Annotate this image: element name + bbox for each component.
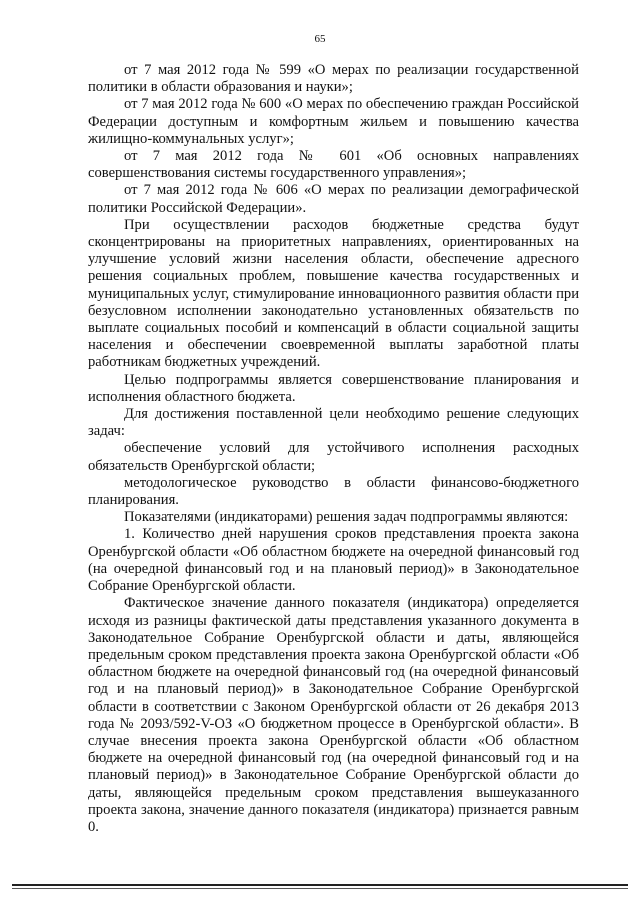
bottom-rule: [12, 884, 628, 886]
paragraph-tasks-intro: Для достижения поставленной цели необходимо решение следующих задач:: [88, 406, 579, 440]
paragraph-decree-606: от 7 мая 2012 года № 606 «О мерах по реализации демографической политики Российской Федерации».: [88, 182, 579, 216]
paragraph-indicators-intro: Показателями (индикаторами) решения задач подпрограммы являются:: [124, 509, 569, 526]
document-body: [88, 62, 579, 836]
paragraph-decree-600: от 7 мая 2012 года № 600 «О мерах по обеспечению граждан Российской Федерации доступным и комфортным жильем и повышению качества жилищно-коммунальных услуг»;: [88, 96, 579, 147]
paragraph-indicator-1-method: Фактическое значение данного показателя (индикатора) определяется исходя из разницы фактической даты представления указанного документа в Законодательное Собрание Оренбургской области и даты, являющейся предельным сроком представления проекта закона Оренбургской области «Об областном бюджете на очередной финансовый год (на очередной финансовый год и на плановый период)» в Законодательное Собрание Оренбургской области в соответствии с Законом Оренбургской области от 26 декабря 2013 года № 2093/592-V-ОЗ «О бюджетном процессе в Оренбургской области». В случае внесения проекта закона Оренбургской области «Об областном бюджете на очередной финансовый год (на очередной финансовый год и на плановый период)» в Законодательное Собрание Оренбургской области до даты, являющейся предельным сроком представления вышеуказанного проекта закона, значение данного показателя (индикатора) признается равным 0.: [88, 595, 579, 835]
paragraph-indicator-1: 1. Количество дней нарушения сроков представления проекта закона Оренбургской области «Об областном бюджете на очередной финансовый год (на очередной финансовый год и на плановый период)» в Законодательное Собрание Оренбургской области.: [88, 526, 579, 595]
paragraph-decree-599: от 7 мая 2012 года № 599 «О мерах по реализации государственной политики в области образования и науки»;: [88, 62, 579, 96]
paragraph-task-1: обеспечение условий для устойчивого исполнения расходных обязательств Оренбургской области;: [88, 440, 579, 474]
bottom-rule-thin: [12, 888, 628, 889]
paragraph-budget-priorities: При осуществлении расходов бюджетные средства будут сконцентрированы на приоритетных направлениях, ориентированных на улучшение условий жизни населения области, обеспечение адресного решения социальных проблем, повышение качества государственных и муниципальных услуг, стимулирование инновационного развития области при безусловном исполнении законодательно установленных обязательств по выплате социальных пособий и компенсаций в области социальной защиты населения и обеспечении своевременной выплаты заработной платы работникам бюджетных учреждений.: [88, 216, 579, 371]
paragraph-decree-601: от 7 мая 2012 года № 601 «Об основных направлениях совершенствования системы государственного управления»;: [88, 148, 579, 182]
page-number: 65: [314, 33, 326, 45]
paragraph-subprogram-goal: Целью подпрограммы является совершенствование планирования и исполнения областного бюджета.: [88, 371, 579, 405]
paragraph-task-2: методологическое руководство в области финансово-бюджетного планирования.: [88, 474, 579, 509]
